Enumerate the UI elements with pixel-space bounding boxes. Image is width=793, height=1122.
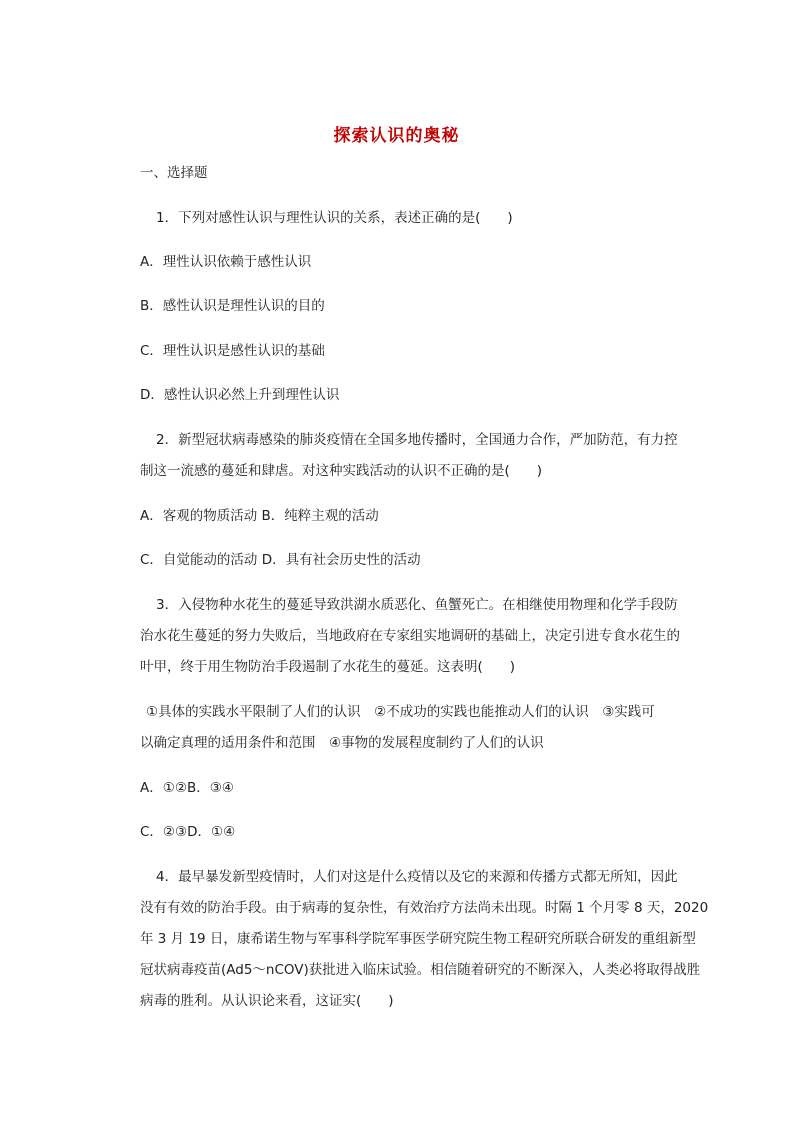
question-4-stem-line-2: 没有有效的防治手段。由于病毒的复杂性，有效治疗方法尚未出现。时隔 1 个月零 8 天，2020 xyxy=(140,900,709,916)
question-1-option-a: A．理性认识依赖于感性认识 xyxy=(140,254,312,270)
question-3-stem-line-3: 叶甲，终于用生物防治手段遏制了水花生的蔓延。这表明( ) xyxy=(140,659,516,675)
question-4-stem-line-4: 冠状病毒疫苗(Ad5～nCOV)获批进入临床试验。相信随着研究的不断深入，人类必将取得战胜 xyxy=(140,962,701,978)
question-3-stem-line-2: 治水花生蔓延的努力失败后，当地政府在专家组实地调研的基础上，决定引进专食水花生的 xyxy=(140,628,680,644)
question-1-stem: 1．下列对感性认识与理性认识的关系，表述正确的是( ) xyxy=(156,210,513,226)
question-2-options-ab: A．客观的物质活动 B．纯粹主观的活动 xyxy=(140,508,379,524)
section-heading: 一、选择题 xyxy=(140,165,208,181)
question-3-options-cd: C．②③D．①④ xyxy=(140,824,236,840)
page-title: 探索认识的奥秘 xyxy=(333,126,460,146)
question-1-option-c: C．理性认识是感性认识的基础 xyxy=(140,343,325,359)
question-3-options-ab: A．①②B．③④ xyxy=(140,780,234,796)
question-3-stem-line-1: 3．入侵物种水花生的蔓延导致洪湖水质恶化、鱼蟹死亡。在相继使用物理和化学手段防 xyxy=(156,597,678,613)
question-4-stem-line-3: 年 3 月 19 日，康希诺生物与军事科学院军事医学研究院生物工程研究所联合研发的重组新型 xyxy=(140,931,696,947)
question-2-stem-line-2: 制这一流感的蔓延和肆虐。对这种实践活动的认识不正确的是( ) xyxy=(140,463,543,479)
question-1-option-b: B．感性认识是理性认识的目的 xyxy=(140,298,325,314)
question-3-statements-line-1: ①具体的实践水平限制了人们的认识 ②不成功的实践也能推动人们的认识 ③实践可 xyxy=(146,704,655,720)
question-3-statements-line-2: 以确定真理的适用条件和范围 ④事物的发展程度制约了人们的认识 xyxy=(140,735,544,751)
question-2-stem-line-1: 2．新型冠状病毒感染的肺炎疫情在全国多地传播时，全国通力合作，严加防范，有力控 xyxy=(156,432,678,448)
question-4-stem-line-1: 4．最早暴发新型疫情时，人们对这是什么疫情以及它的来源和传播方式都无所知，因此 xyxy=(156,869,678,885)
question-2-options-cd: C．自觉能动的活动 D．具有社会历史性的活动 xyxy=(140,552,421,568)
question-1-option-d: D．感性认识必然上升到理性认识 xyxy=(140,387,340,403)
question-4-stem-line-5: 病毒的胜利。从认识论来看，这证实( ) xyxy=(140,993,394,1009)
